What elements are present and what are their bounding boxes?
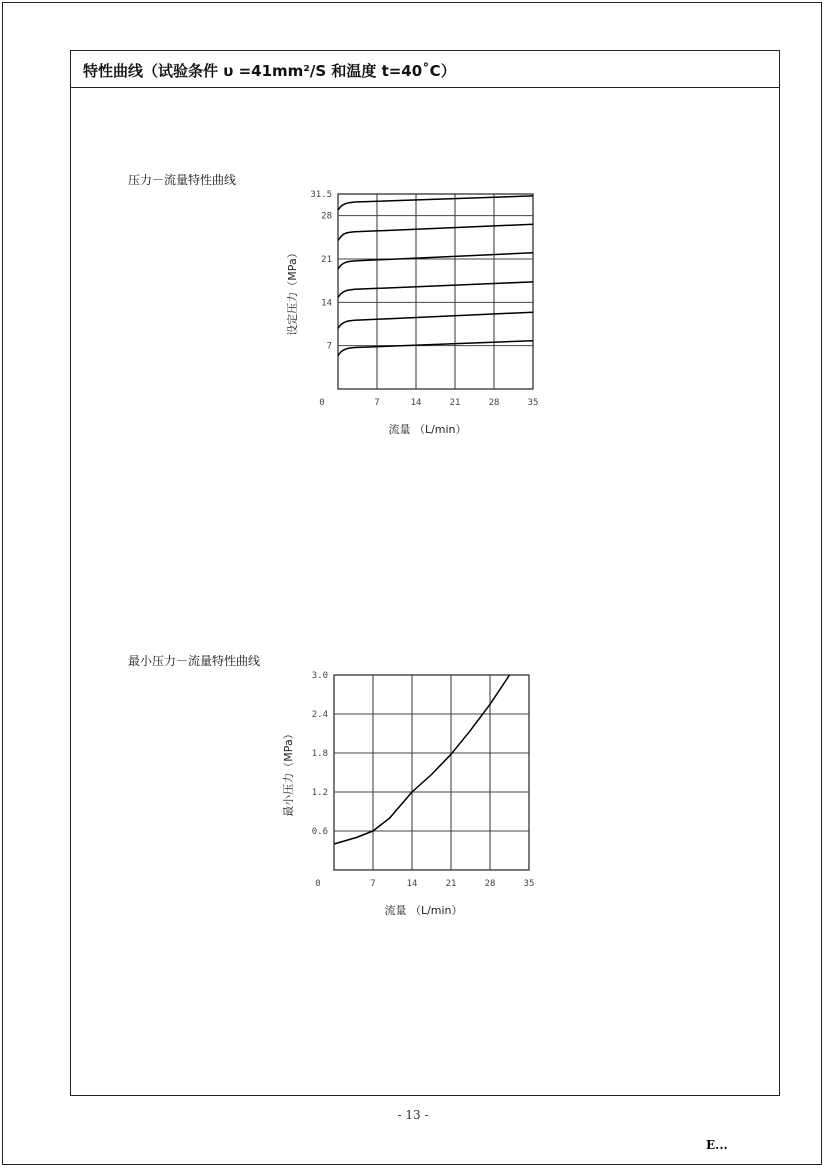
footer-logo: E... [706,1138,728,1152]
chart2-y-tick-label: 1.2 [311,788,328,798]
chart2-x-tick-label: 21 [445,879,457,889]
chart1-title: 压力－流量特性曲线 [128,173,237,187]
chart2-x-tick-label: 35 [523,879,535,889]
chart1-x-tick-label: 21 [449,398,461,408]
chart2-y-axis-label: 最小压力（MPa） [282,728,295,817]
page-number: - 13 - [397,1108,429,1122]
chart2-x-tick-label: 14 [406,879,418,889]
chart1-x-tick-label: 28 [488,398,500,408]
chart2-plot-frame [334,675,529,870]
chart2-x-tick-label: 7 [370,879,376,889]
chart2-x-axis-label: 流量 （L/min） [384,904,463,917]
chart1-x-tick-label: 35 [527,398,539,408]
chart2-y-tick-label: 2.4 [311,710,328,720]
chart2-series-line [334,675,510,844]
chart1-x-tick-label: 14 [410,398,422,408]
chart2-y-tick-label: 1.8 [311,749,328,759]
chart2-title: 最小压力－流量特性曲线 [128,654,261,668]
chart1-x-tick-label: 0 [319,398,325,408]
chart1-y-tick-label: 14 [321,298,332,309]
chart1-y-tick-label: 31.5 [310,190,332,200]
chart1-y-tick-label: 28 [321,211,332,222]
chart1-y-axis-label: 设定压力（MPa） [286,247,299,336]
chart1-x-axis-label: 流量 （L/min） [388,423,467,436]
page-title: 特性曲线（试验条件 υ =41mm²/S 和温度 t=40˚C） [83,62,456,80]
chart1-y-tick-label: 7 [326,341,332,352]
chart2-x-tick-label: 28 [484,879,496,889]
chart2-x-tick-label: 0 [315,879,321,889]
chart2-y-tick-label: 3.0 [311,671,328,681]
chart1-x-tick-label: 7 [374,398,380,408]
chart2-y-tick-label: 0.6 [311,827,328,837]
chart1-y-tick-label: 21 [321,255,332,265]
